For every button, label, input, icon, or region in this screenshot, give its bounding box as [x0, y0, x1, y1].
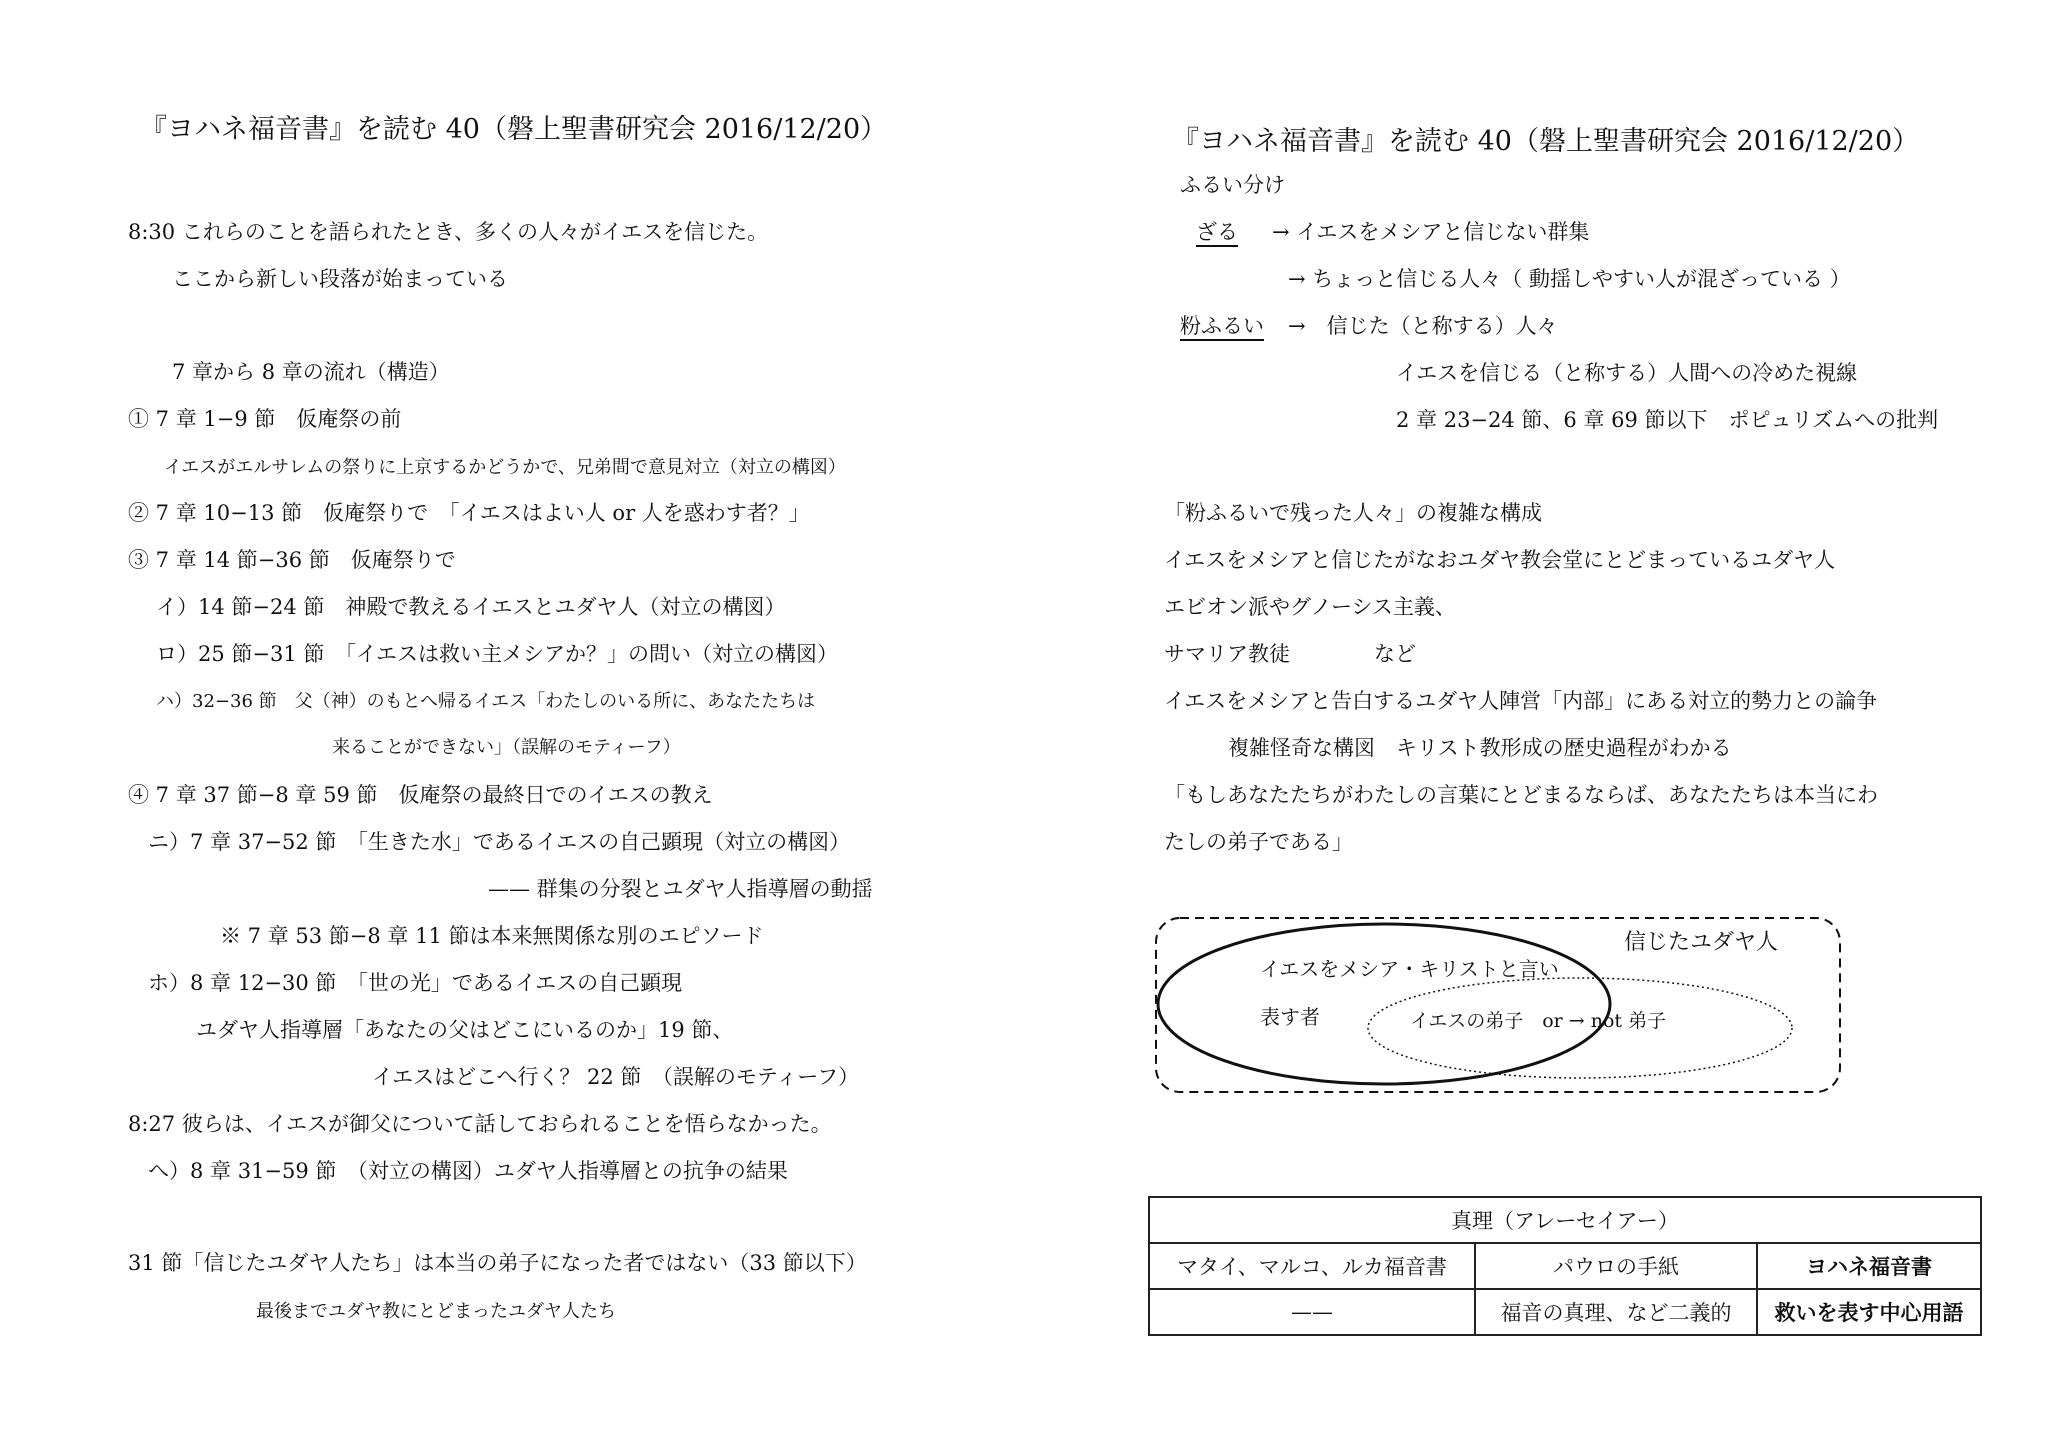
- zaru-label: ざる: [1196, 220, 1238, 244]
- composition-line-1: イエスをメシアと信じたがなおユダヤ教会堂にとどまっているユダヤ人: [1164, 548, 1836, 572]
- outline-sub-ni: ニ）7 章 37−52 節 「生きた水」であるイエスの自己顕現（対立の構図）: [148, 830, 851, 854]
- truth-table: [1148, 1196, 1982, 1336]
- venn-outer-label: 信じたユダヤ人: [1624, 930, 1779, 955]
- venn-ellipse-a-label-2: 表す者: [1260, 1005, 1320, 1029]
- quote-line-1: 「もしあなたたちがわたしの言葉にとどまるならば、あなたたちは本当にわ: [1164, 783, 1878, 807]
- cell-synoptics: ——: [1149, 1289, 1475, 1335]
- outline-sub-ho-note-1: ユダヤ人指導層「あなたの父はどこにいるのか」19 節、: [196, 1018, 734, 1042]
- note-new-paragraph: ここから新しい段落が始まっている: [172, 267, 508, 291]
- outline-sub-ha: ハ）32−36 節 父（神）のもとへ帰るイエス「わたしのいる所に、あなたたちは: [156, 691, 816, 712]
- zaru-line-1: → イエスをメシアと信じない群集: [1272, 220, 1590, 244]
- outline-sub-i: イ）14 節−24 節 神殿で教えるイエスとユダヤ人（対立の構図）: [156, 595, 786, 619]
- composition-line-5: 複雑怪奇な構図 キリスト教形成の歴史過程がわかる: [1228, 736, 1732, 760]
- col-synoptics: マタイ、マルコ、ルカ福音書: [1149, 1243, 1475, 1289]
- outline-item-1-note: イエスがエルサレムの祭りに上京するかどうかで、兄弟間で意見対立（対立の構図）: [164, 457, 846, 478]
- venn-ellipse-b-label: イエスの弟子 or → not 弟子: [1410, 1010, 1667, 1032]
- quote-line-2: たしの弟子である」: [1164, 830, 1353, 854]
- verse-8-30: 8:30 これらのことを語られたとき、多くの人々がイエスを信じた。: [128, 220, 769, 244]
- outline-sub-ha-cont: 来ることができない」（誤解のモティーフ）: [332, 737, 681, 758]
- outline-sub-ho-note-2: イエスはどこへ行く？ 22 節 （誤解のモティーフ）: [372, 1065, 860, 1089]
- kona-line-3: 2 章 23−24 節、6 章 69 節以下 ポピュリズムへの批判: [1396, 408, 1939, 432]
- left-title: 『ヨハネ福音書』を読む 40（磐上聖書研究会 2016/12/20）: [140, 114, 888, 145]
- outline-item-4: ④ 7 章 37 節−8 章 59 節 仮庵祭の最終日でのイエスの教え: [128, 783, 713, 807]
- outline-item-1: ① 7 章 1−9 節 仮庵祭の前: [128, 407, 402, 431]
- composition-line-3: サマリア教徒 など: [1164, 642, 1416, 666]
- outline-aside: ※ 7 章 53 節−8 章 11 節は本来無関係な別のエピソード: [220, 924, 764, 948]
- note-verse-31-cont: 最後までユダヤ教にとどまったユダヤ人たち: [256, 1301, 616, 1322]
- confessors-ellipse: [1158, 924, 1610, 1084]
- note-verse-31: 31 節「信じたユダヤ人たち」は本当の弟子になった者ではない（33 節以下）: [128, 1251, 867, 1275]
- kona-label: 粉ふるい: [1180, 314, 1264, 338]
- composition-line-2: エビオン派やグノーシス主義、: [1164, 595, 1456, 619]
- composition-line-4: イエスをメシアと告白するユダヤ人陣営「内部」にある対立的勢力との論争: [1164, 689, 1878, 713]
- kona-line-1: → 信じた（と称する）人々: [1288, 314, 1558, 338]
- venn-ellipse-a-label-1: イエスをメシア・キリストと言い: [1260, 957, 1559, 981]
- verse-8-27: 8:27 彼らは、イエスが御父について話しておられることを悟らなかった。: [128, 1112, 832, 1136]
- sifting-heading: ふるい分け: [1180, 173, 1285, 197]
- kona-line-2: イエスを信じる（と称する）人間への冷めた視線: [1396, 361, 1858, 385]
- outline-sub-ho: ホ）8 章 12−30 節 「世の光」であるイエスの自己顕現: [148, 971, 683, 995]
- outline-sub-ro: ロ）25 節−31 節 「イエスは救い主メシアか？」の問い（対立の構図）: [156, 642, 839, 666]
- truth-table-header: 真理（アレーセイアー）: [1149, 1197, 1981, 1243]
- col-paul: パウロの手紙: [1475, 1243, 1757, 1289]
- col-john: ヨハネ福音書: [1757, 1243, 1981, 1289]
- composition-heading: 「粉ふるいで残った人々」の複雑な構成: [1164, 501, 1542, 525]
- outline-item-2: ② 7 章 10−13 節 仮庵祭りで 「イエスはよい人 or 人を惑わす者？」: [128, 501, 810, 525]
- zaru-line-2: → ちょっと信じる人々（ 動揺しやすい人が混ざっている ）: [1288, 267, 1851, 291]
- section-heading: 7 章から 8 章の流れ（構造）: [172, 360, 450, 384]
- outline-item-3: ③ 7 章 14 節−36 節 仮庵祭りで: [128, 548, 456, 572]
- cell-john: 救いを表す中心用語: [1757, 1289, 1981, 1335]
- right-title: 『ヨハネ福音書』を読む 40（磐上聖書研究会 2016/12/20）: [1172, 126, 1920, 157]
- venn-diagram: [1148, 912, 1848, 1098]
- cell-paul: 福音の真理、など二義的: [1475, 1289, 1757, 1335]
- outline-sub-ni-note: —— 群集の分裂とユダヤ人指導層の動揺: [488, 877, 873, 901]
- outline-sub-he: へ）8 章 31−59 節 （対立の構図）ユダヤ人指導層との抗争の結果: [148, 1159, 788, 1183]
